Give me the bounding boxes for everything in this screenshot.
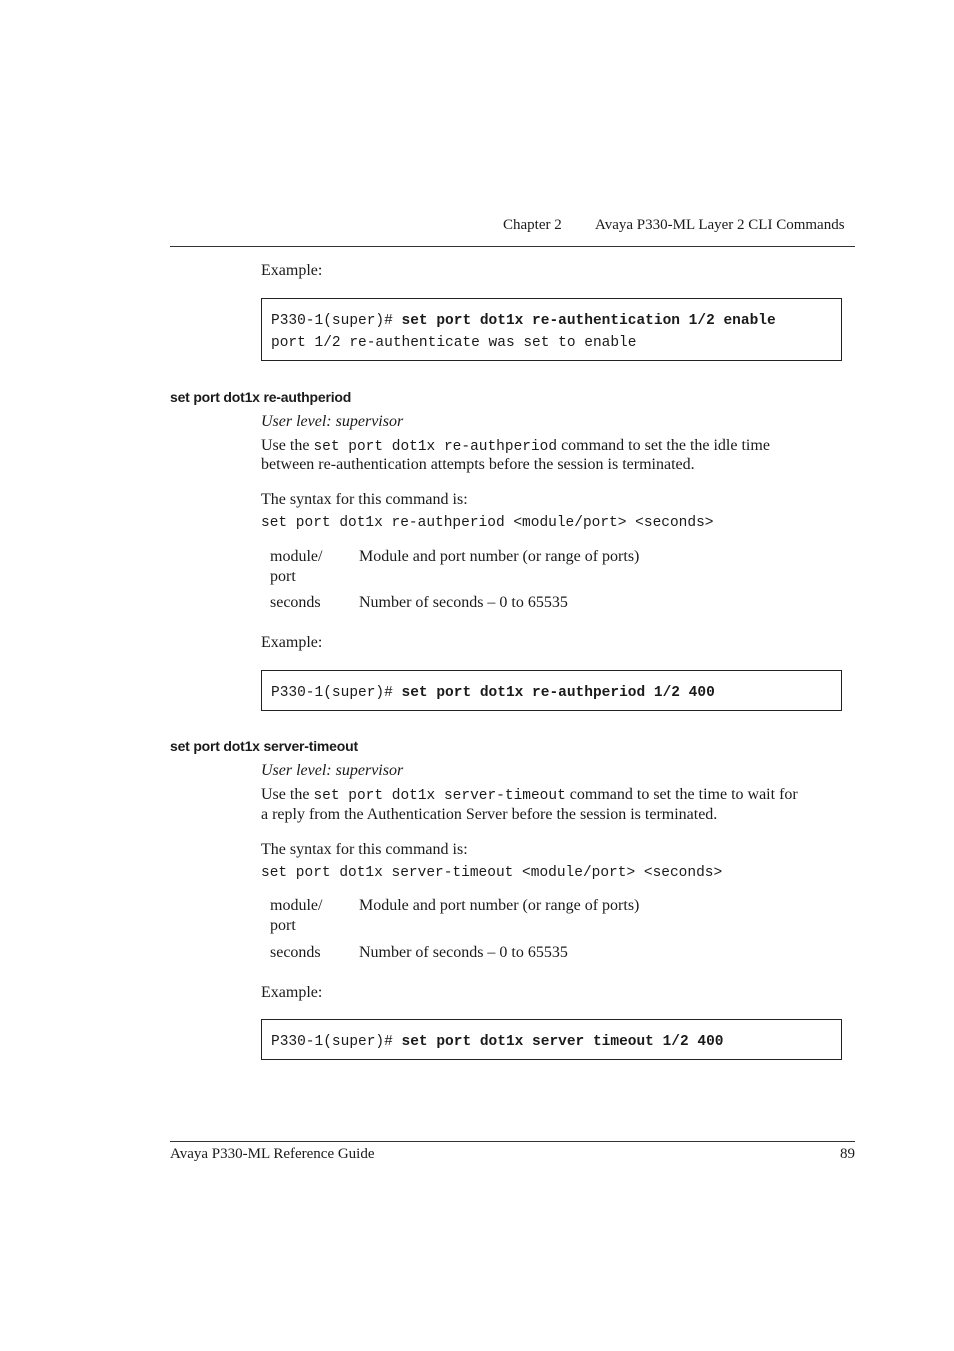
section-heading: set port dot1x server-timeout: [170, 738, 358, 754]
code-line: [271, 1032, 723, 1052]
param-desc: Number of seconds – 0 to 65535: [359, 594, 568, 611]
user-level: User level: supervisor: [261, 762, 404, 779]
description-text: Use the: [261, 437, 314, 454]
example-label: Example:: [261, 984, 323, 1001]
param-name-line: module/: [270, 548, 323, 565]
syntax-command: set port dot1x server-timeout: [261, 865, 514, 881]
code-command: set port dot1x re-authentication 1/2 enable: [401, 313, 776, 329]
param-name: seconds: [270, 944, 321, 961]
description-text: Use the: [261, 786, 314, 803]
code-prompt: P330-1(super)#: [271, 313, 402, 329]
param-name-line: port: [270, 917, 296, 934]
syntax-args: <module/port> <seconds>: [504, 515, 714, 531]
code-prompt: P330-1(super)#: [271, 685, 402, 701]
param-name: [270, 547, 350, 587]
param-name: seconds: [270, 594, 321, 611]
param-desc: Module and port number (or range of ports): [359, 548, 640, 565]
param-name-line: port: [270, 568, 296, 585]
description: [261, 785, 798, 806]
param-name: [270, 896, 350, 936]
page-number: 89: [840, 1146, 855, 1162]
code-command: set port dot1x server timeout 1/2 400: [401, 1034, 724, 1050]
code-block: [261, 298, 842, 361]
code-block: [261, 670, 842, 711]
syntax-command: set port dot1x re-authperiod: [261, 515, 505, 531]
header-chapter: Chapter 2: [503, 217, 562, 233]
user-level: User level: supervisor: [261, 413, 404, 430]
code-prompt: P330-1(super)#: [271, 1034, 402, 1050]
param-desc: Module and port number (or range of ports): [359, 897, 640, 914]
code-command: set port dot1x re-authperiod 1/2 400: [401, 685, 715, 701]
description-line-2: a reply from the Authentication Server before the session is terminated.: [261, 806, 718, 823]
section-heading: set port dot1x re-authperiod: [170, 389, 352, 405]
example-label: Example:: [261, 262, 323, 279]
header-rule: [170, 246, 855, 247]
footer-guide-title: Avaya P330-ML Reference Guide: [170, 1146, 375, 1162]
syntax-line: [261, 515, 713, 531]
inline-command: set port dot1x server-timeout: [313, 788, 566, 804]
param-desc: Number of seconds – 0 to 65535: [359, 944, 568, 961]
syntax-args: <module/port> <seconds>: [513, 865, 723, 881]
code-output: port 1/2 re-authenticate was set to enable: [271, 335, 637, 351]
header-title: Avaya P330-ML Layer 2 CLI Commands: [595, 217, 845, 233]
footer-rule: [170, 1141, 855, 1142]
description-line-2: between re-authentication attempts before the session is terminated.: [261, 456, 695, 473]
syntax-label: The syntax for this command is:: [261, 491, 468, 508]
example-label: Example:: [261, 634, 323, 651]
syntax-label: The syntax for this command is:: [261, 841, 468, 858]
syntax-line: [261, 865, 722, 881]
description: [261, 436, 770, 457]
description-text: command to set the time to wait for: [565, 786, 798, 803]
code-line: [271, 311, 776, 331]
description-text: command to set the the idle time: [557, 437, 770, 454]
code-block: [261, 1019, 842, 1060]
param-name-line: module/: [270, 897, 323, 914]
code-line: [271, 683, 715, 703]
inline-command: set port dot1x re-authperiod: [313, 439, 558, 455]
